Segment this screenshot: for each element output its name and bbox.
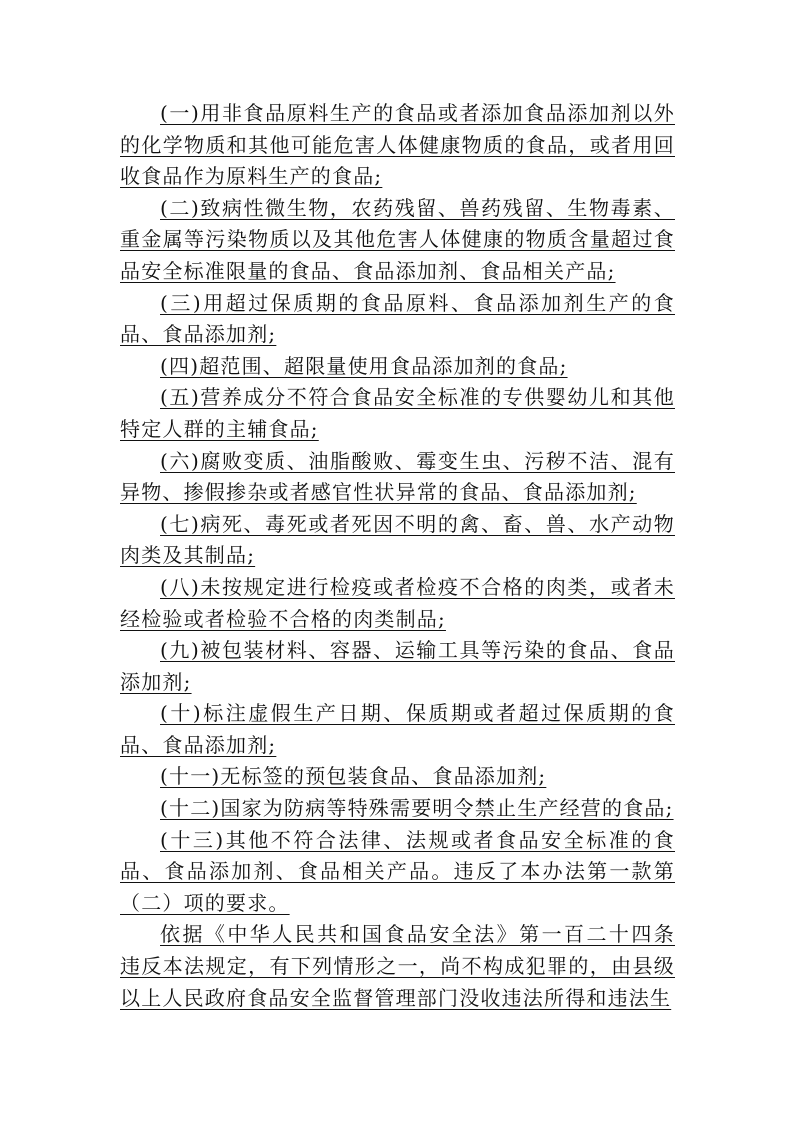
clause-5: (五)营养成分不符合食品安全标准的专供婴幼儿和其他特定人群的主辅食品;	[120, 385, 675, 441]
clause-13: (十三)其他不符合法律、法规或者食品安全标准的食品、食品添加剂、食品相关产品。违反了本办法第一款第（二）项的要求。	[120, 827, 675, 915]
clause-10: (十)标注虚假生产日期、保质期或者超过保质期的食品、食品添加剂;	[120, 701, 675, 757]
clause-8: (八)未按规定进行检疫或者检疫不合格的肉类，或者未经检验或者检验不合格的肉类制品;	[120, 574, 675, 631]
clause-1: (一)用非食品原料生产的食品或者添加食品添加剂以外的化学物质和其他可能危害人体健康物质的食品，或者用回收食品作为原料生产的食品;	[120, 101, 675, 189]
clause-12: (十二)国家为防病等特殊需要明令禁止生产经营的食品;	[160, 796, 674, 821]
clause-2: (二)致病性微生物，农药残留、兽药残留、生物毒素、重金属等污染物质以及其他危害人体健康的物质含量超过食品安全标准限量的食品、食品添加剂、食品相关产品;	[120, 195, 675, 283]
clause-11: (十一)无标签的预包装食品、食品添加剂;	[160, 764, 547, 789]
closing-paragraph: 依据《中华人民共和国食品安全法》第一百二十四条 违反本法规定，有下列情形之一，尚不构成犯罪的，由县级以上人民政府食品安全监督管理部门没收违法所得和违法生	[120, 922, 675, 1010]
document-page	[120, 98, 675, 1014]
clause-3: (三)用超过保质期的食品原料、食品添加剂生产的食品、食品添加剂;	[120, 290, 675, 347]
clause-9: (九)被包装材料、容器、运输工具等污染的食品、食品添加剂;	[120, 638, 675, 694]
clause-4: (四)超范围、超限量使用食品添加剂的食品;	[160, 353, 568, 378]
clause-6: (六)腐败变质、油脂酸败、霉变生虫、污秽不洁、混有异物、掺假掺杂或者感官性状异常的食品、食品添加剂;	[120, 448, 675, 505]
clause-7: (七)病死、毒死或者死因不明的禽、畜、兽、水产动物肉类及其制品;	[120, 511, 675, 568]
